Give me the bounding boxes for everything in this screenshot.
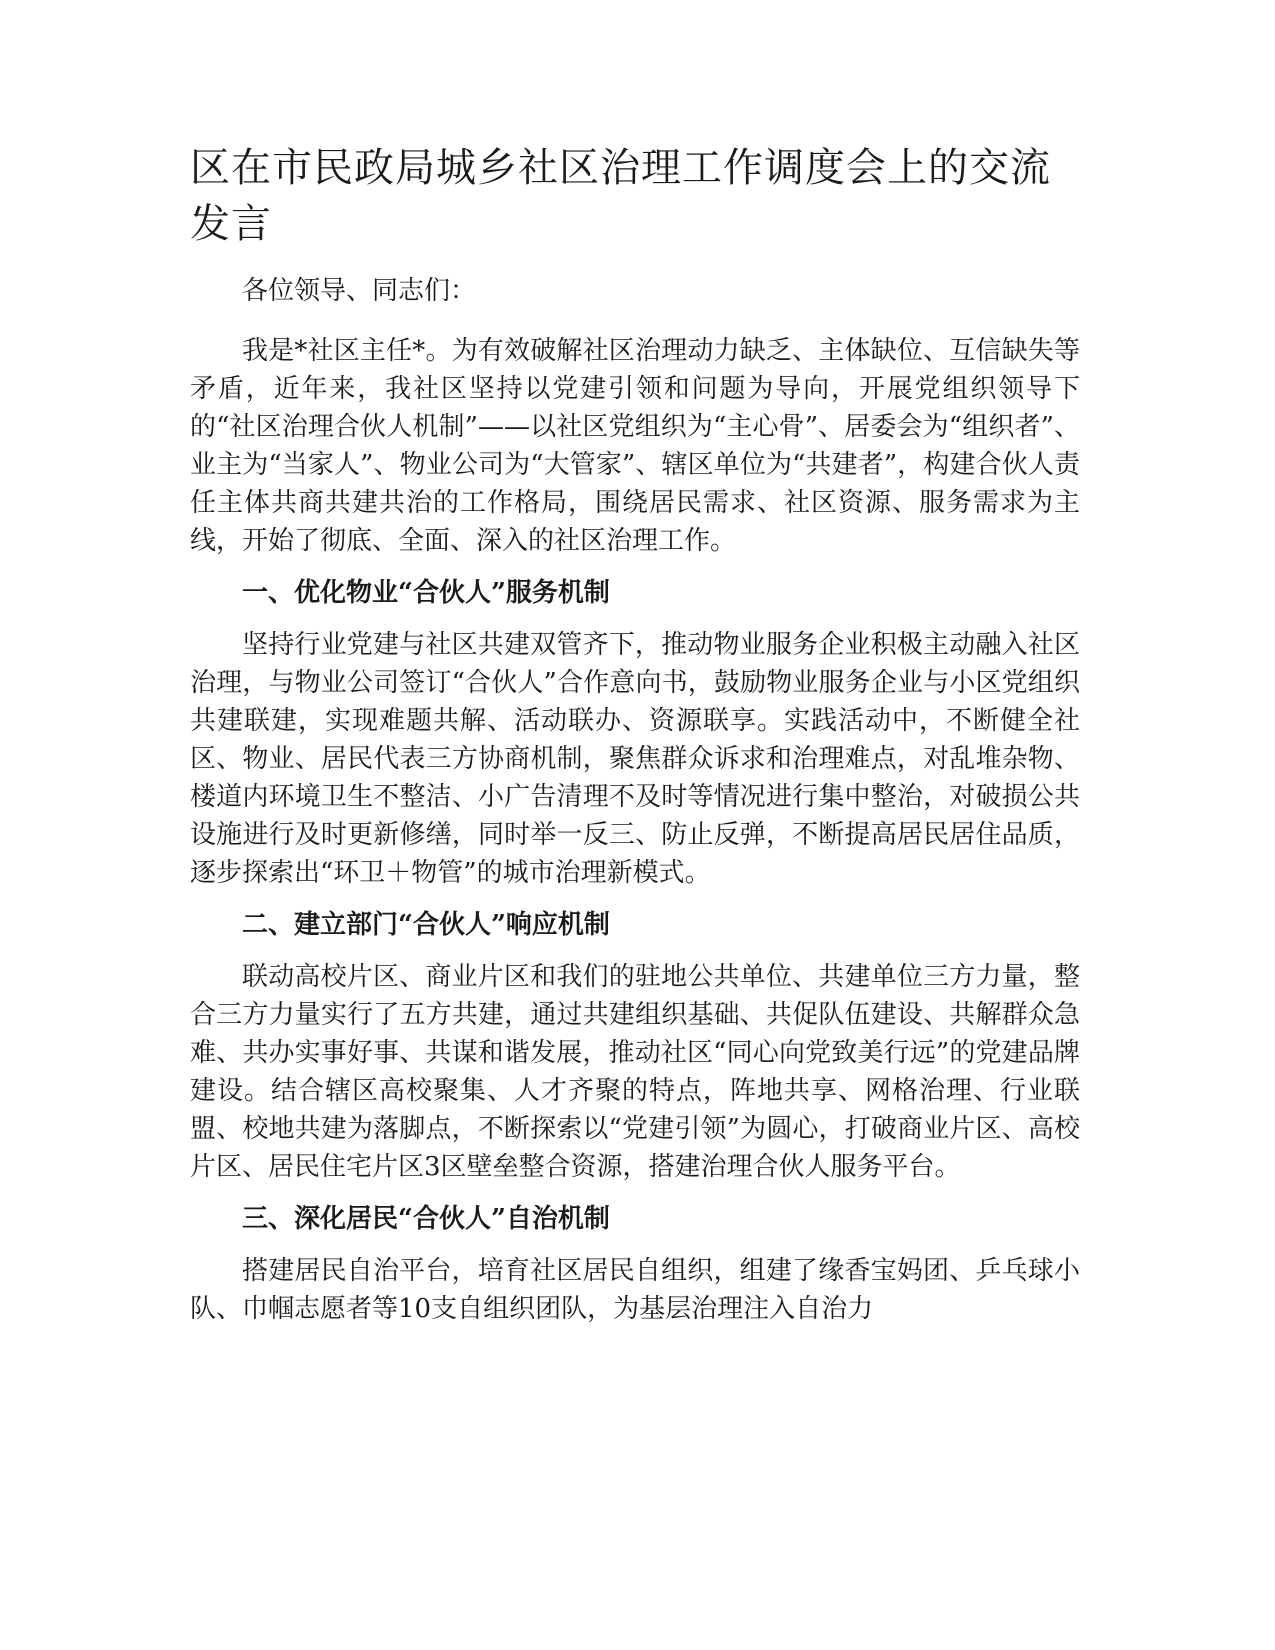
section-body: 联动高校片区、商业片区和我们的驻地公共单位、共建单位三方力量，整合三方力量实行了五方共建，通过共建组织基础、共促队伍建设、共解群众急难、共办实事好事、共谋和谐发展，推动社区“同心向党致美行远”的党建品牌建设。结合辖区高校聚集、人才齐聚的特点，阵地共享、网格治理、行业联盟、校地共建为落脚点，不断探索以“党建引领”为圆心，打破商业片区、高校片区、居民住宅片区3区壁垒整合资源，搭建治理合伙人服务平台。 [190, 962, 1080, 1182]
section-heading: 二、建立部门“合伙人”响应机制 [242, 910, 610, 940]
section-1 [190, 574, 1080, 892]
section-body: 坚持行业党建与社区共建双管齐下，推动物业服务企业积极主动融入社区治理，与物业公司签订“合伙人”合作意向书，鼓励物业服务企业与小区党组织共建联建，实现难题共解、活动联办、资源联享。实践活动中，不断健全社区、物业、居民代表三方协商机制，聚焦群众诉求和治理难点，对乱堆杂物、楼道内环境卫生不整洁、小广告清理不及时等情况进行集中整治，对破损公共设施进行及时更新修缮，同时举一反三、防止反弹，不断提高居民居住品质，逐步探索出“环卫＋物管”的城市治理新模式。 [190, 630, 1080, 888]
section-heading: 三、深化居民“合伙人”自治机制 [242, 1204, 610, 1234]
section-heading: 一、优化物业“合伙人”服务机制 [242, 578, 610, 608]
section-3 [190, 1200, 1080, 1328]
document-page [190, 140, 1080, 1342]
document-title: 区在市民政局城乡社区治理工作调度会上的交流发言 [190, 145, 1051, 247]
section-body: 搭建居民自治平台，培育社区居民自组织，组建了缘香宝妈团、乒乓球小队、巾帼志愿者等10支自组织团队，为基层治理注入自治力 [190, 1256, 1080, 1324]
greeting: 各位领导、同志们： [242, 276, 477, 306]
section-2 [190, 906, 1080, 1186]
intro-paragraph: 我是*社区主任*。为有效破解社区治理动力缺乏、主体缺位、互信缺失等矛盾，近年来，我社区坚持以党建引领和问题为导向，开展党组织领导下的“社区治理合伙人机制”——以社区党组织为“主心骨”、居委会为“组织者”、业主为“当家人”、物业公司为“大管家”、辖区单位为“共建者”，构建合伙人责任主体共商共建共治的工作格局，围绕居民需求、社区资源、服务需求为主线，开始了彻底、全面、深入的社区治理工作。 [190, 336, 1080, 556]
